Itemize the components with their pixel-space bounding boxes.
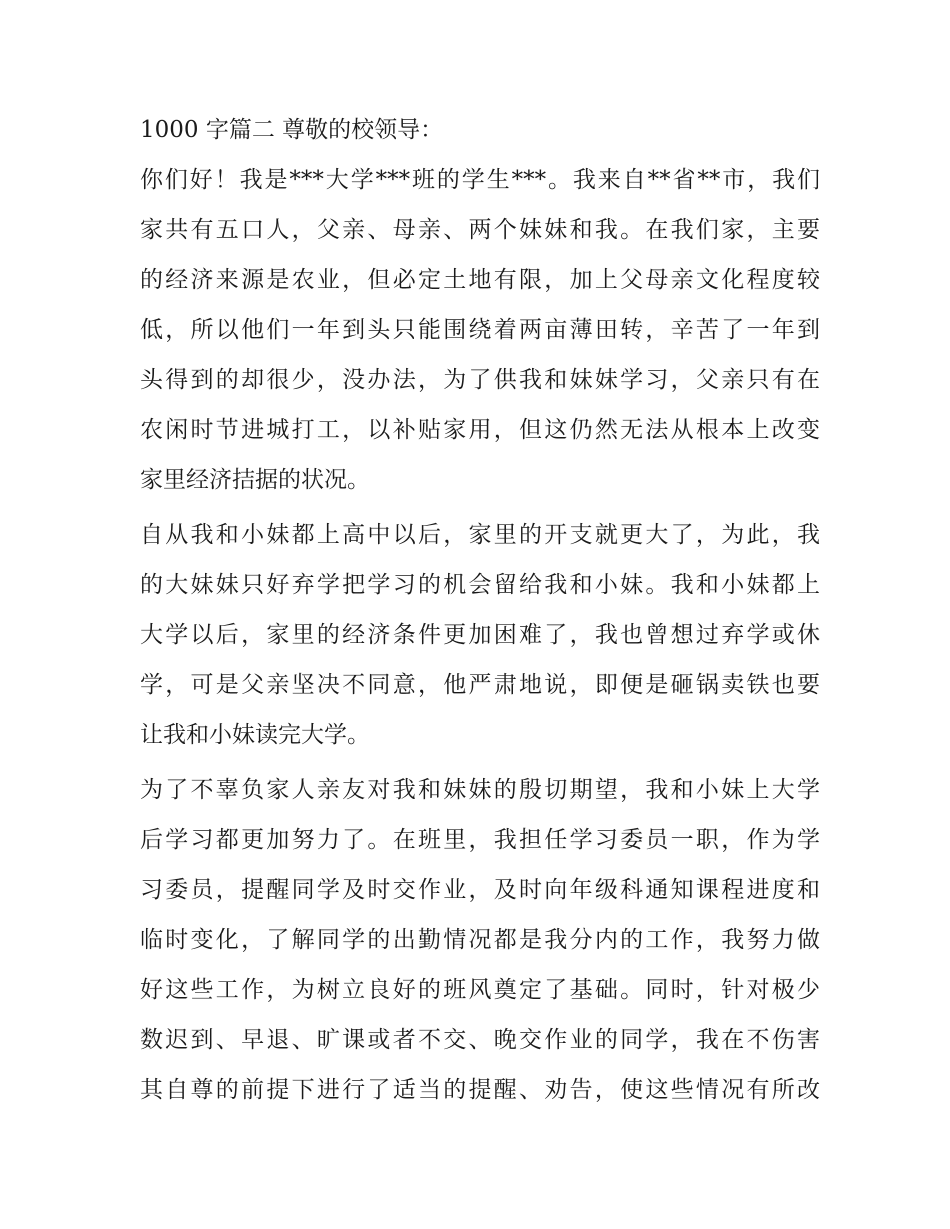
text-line: 的经济来源是农业，但必定土地有限，加上父母亲文化程度较 — [140, 267, 820, 293]
text-line: 学，可是父亲坚决不同意，他严肃地说，即便是砸锅卖铁也要 — [140, 672, 820, 698]
text-line: 低，所以他们一年到头只能围绕着两亩薄田转，辛苦了一年到 — [140, 317, 820, 343]
text-line: 临时变化，了解同学的出勤情况都是我分内的工作，我努力做 — [140, 927, 820, 953]
text-line: 农闲时节进城打工，以补贴家用，但这仍然无法从根本上改变 — [140, 417, 820, 443]
text-line: 家里经济拮据的状况。 — [140, 467, 370, 493]
text-line: 数迟到、早退、旷课或者不交、晚交作业的同学，我在不伤害 — [140, 1027, 820, 1053]
text-line: 自从我和小妹都上高中以后，家里的开支就更大了，为此，我 — [140, 522, 820, 548]
text-line: 的大妹妹只好弃学把学习的机会留给我和小妹。我和小妹都上 — [140, 572, 820, 598]
text-line: 让我和小妹读完大学。 — [140, 722, 370, 748]
text-line: 头得到的却很少，没办法，为了供我和妹妹学习，父亲只有在 — [140, 367, 820, 393]
text-line: 后学习都更加努力了。在班里，我担任学习委员一职，作为学 — [140, 827, 820, 853]
text-line: 好这些工作，为树立良好的班风奠定了基础。同时，针对极少 — [140, 977, 820, 1003]
text-line: 大学以后，家里的经济条件更加困难了，我也曾想过弃学或休 — [140, 622, 820, 648]
text-line: 其自尊的前提下进行了适当的提醒、劝告，使这些情况有所改 — [140, 1077, 820, 1103]
text-line: 为了不辜负家人亲友对我和妹妹的殷切期望，我和小妹上大学 — [140, 777, 820, 803]
text-line: 习委员，提醒同学及时交作业，及时向年级科通知课程进度和 — [140, 877, 820, 903]
document-heading: 1000 字篇二 尊敬的校领导： — [140, 117, 444, 143]
text-line: 你们好！我是***大学***班的学生***。我来自**省**市，我们 — [140, 167, 820, 193]
text-line: 家共有五口人，父亲、母亲、两个妹妹和我。在我们家，主要 — [140, 217, 820, 243]
